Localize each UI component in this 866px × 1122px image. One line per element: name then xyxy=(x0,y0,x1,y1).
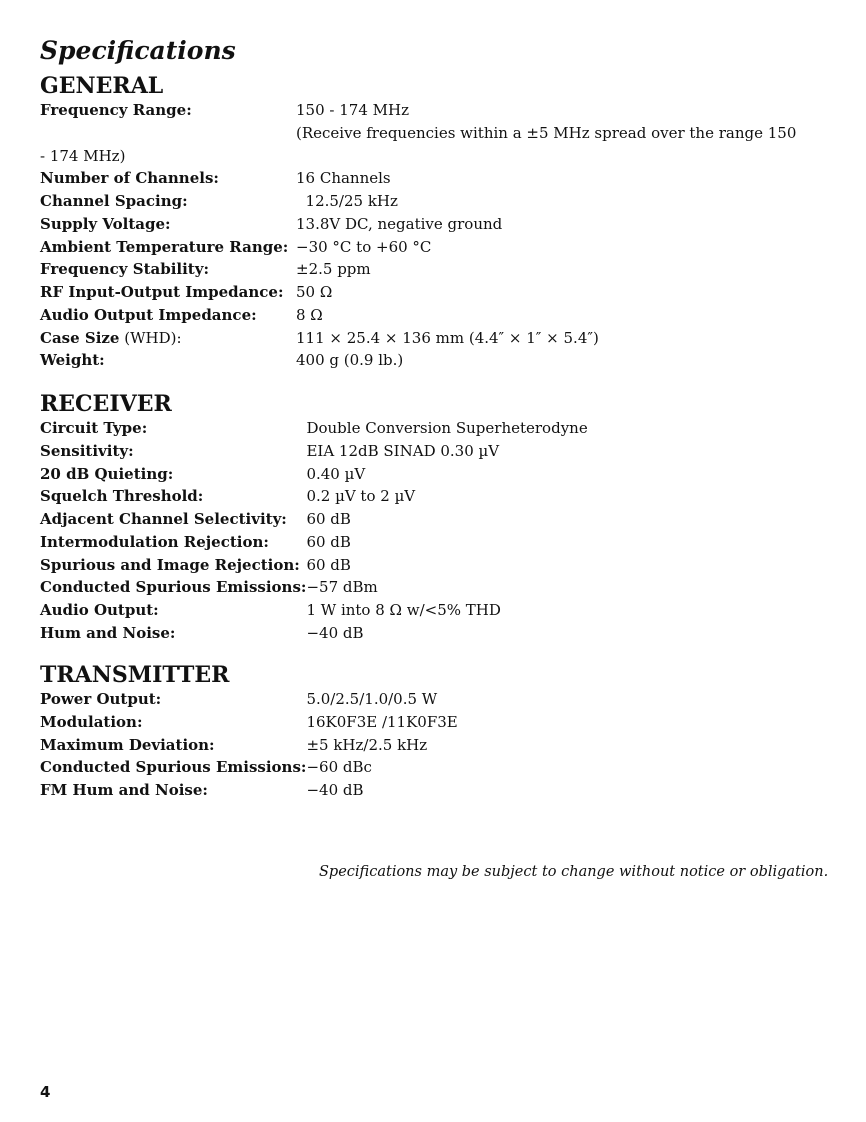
spec-value: 13.8V DC, negative ground xyxy=(296,214,503,233)
frequency-range-value: 150 - 174 MHz xyxy=(296,101,409,119)
spec-value: 16 Channels xyxy=(296,169,391,188)
spec-row xyxy=(40,440,588,463)
spec-label: Conducted Spurious Emissions: xyxy=(40,578,307,597)
spec-label: Supply Voltage: xyxy=(40,214,171,233)
general-heading: GENERAL xyxy=(40,73,164,99)
spec-label: Spurious and Image Rejection: xyxy=(40,555,300,574)
spec-row xyxy=(40,281,599,304)
spec-value: 400 g (0.9 lb.) xyxy=(296,351,404,370)
spec-row xyxy=(40,485,588,508)
transmitter-heading: TRANSMITTER xyxy=(40,662,230,688)
spec-label: Maximum Deviation: xyxy=(40,735,215,754)
spec-row xyxy=(40,599,588,622)
spec-row xyxy=(40,417,588,440)
general-section xyxy=(40,73,840,372)
spec-value: 5.0/2.5/1.0/0.5 W xyxy=(306,690,438,708)
spec-row xyxy=(40,554,588,577)
spec-value: 1 W into 8 Ω w/<5% THD xyxy=(306,601,501,619)
spec-value: ±2.5 ppm xyxy=(296,260,371,279)
page-title: Specifications xyxy=(40,36,236,65)
case-size-label-suffix: (WHD): xyxy=(119,328,182,347)
spec-value: 0.40 µV xyxy=(306,464,366,483)
spec-value: ±5 kHz/2.5 kHz xyxy=(306,735,428,754)
spec-value: −30 °C to +60 °C xyxy=(296,237,432,256)
spec-row xyxy=(40,531,588,554)
spec-label: Intermodulation Rejection: xyxy=(40,532,269,551)
spec-label-case-size xyxy=(40,327,296,350)
spec-value: −40 dB xyxy=(306,781,364,799)
transmitter-section xyxy=(40,662,840,802)
spec-label: Weight: xyxy=(40,351,105,370)
spec-value: EIA 12dB SINAD 0.30 µV xyxy=(306,441,500,460)
spec-label: Sensitivity: xyxy=(40,441,134,460)
receiver-spec-table xyxy=(40,417,588,645)
spec-row xyxy=(40,576,588,599)
spec-value: 8 Ω xyxy=(296,305,323,324)
spec-value: 50 Ω xyxy=(296,283,333,301)
receiver-section xyxy=(40,391,840,645)
spec-label: Frequency Stability: xyxy=(40,260,209,279)
case-size-label: Case Size xyxy=(40,328,120,347)
spec-value: 60 dB xyxy=(306,555,351,574)
spec-label: Squelch Threshold: xyxy=(40,487,204,506)
spec-label: Ambient Temperature Range: xyxy=(40,237,289,256)
spec-row xyxy=(40,190,599,213)
spec-value: 16K0F3E /11K0F3E xyxy=(306,712,458,731)
receiver-heading: RECEIVER xyxy=(40,391,172,417)
frequency-range-label: Frequency Range: xyxy=(40,101,192,119)
spec-value: −57 dBm xyxy=(306,578,378,597)
spec-value: −60 dBc xyxy=(306,758,372,777)
spec-row xyxy=(40,756,458,779)
spec-value: 12.5/25 kHz xyxy=(296,192,398,210)
spec-value: 111 × 25.4 × 136 mm (4.4″ × 1″ × 5.4″) xyxy=(296,328,599,347)
spec-label: Conducted Spurious Emissions: xyxy=(40,758,307,777)
spec-row xyxy=(40,349,599,372)
spec-value: 60 dB xyxy=(306,510,351,528)
spec-row xyxy=(40,463,588,486)
disclaimer-footnote: Specifications may be subject to change without notice or obligation. xyxy=(319,864,829,880)
spec-row xyxy=(40,258,599,281)
spec-row xyxy=(40,711,458,734)
spec-row xyxy=(40,327,599,350)
spec-label: Adjacent Channel Selectivity: xyxy=(40,510,287,528)
spec-row xyxy=(40,213,599,236)
spec-label: Power Output: xyxy=(40,690,162,708)
spec-label: Channel Spacing: xyxy=(40,192,188,210)
spec-row xyxy=(40,508,588,531)
spec-label: RF Input-Output Impedance: xyxy=(40,283,284,301)
spec-row xyxy=(40,734,458,757)
general-spec-table xyxy=(40,167,599,372)
spec-label: Number of Channels: xyxy=(40,169,219,188)
spec-row xyxy=(40,236,599,259)
frequency-range-row xyxy=(40,99,840,122)
spec-value: 0.2 µV to 2 µV xyxy=(306,487,416,506)
spec-row xyxy=(40,622,588,645)
spec-label: Audio Output: xyxy=(40,601,159,619)
spec-value: Double Conversion Superheterodyne xyxy=(306,419,588,437)
transmitter-spec-table xyxy=(40,688,458,802)
spec-row xyxy=(40,304,599,327)
page-number: 4 xyxy=(40,1083,51,1101)
spec-row xyxy=(40,688,458,711)
frequency-range-note: (Receive frequencies within a ±5 MHz spread over the range 150 - 174 MHz) xyxy=(40,123,797,165)
spec-value: 60 dB xyxy=(306,532,351,551)
spec-label: FM Hum and Noise: xyxy=(40,781,208,799)
spec-row xyxy=(40,167,599,190)
spec-label: 20 dB Quieting: xyxy=(40,464,174,483)
spec-label: Modulation: xyxy=(40,712,143,731)
spec-row xyxy=(40,779,458,802)
spec-label: Audio Output Impedance: xyxy=(40,305,257,324)
spec-value: −40 dB xyxy=(306,623,364,642)
spec-label: Hum and Noise: xyxy=(40,623,176,642)
spec-label: Circuit Type: xyxy=(40,419,148,437)
